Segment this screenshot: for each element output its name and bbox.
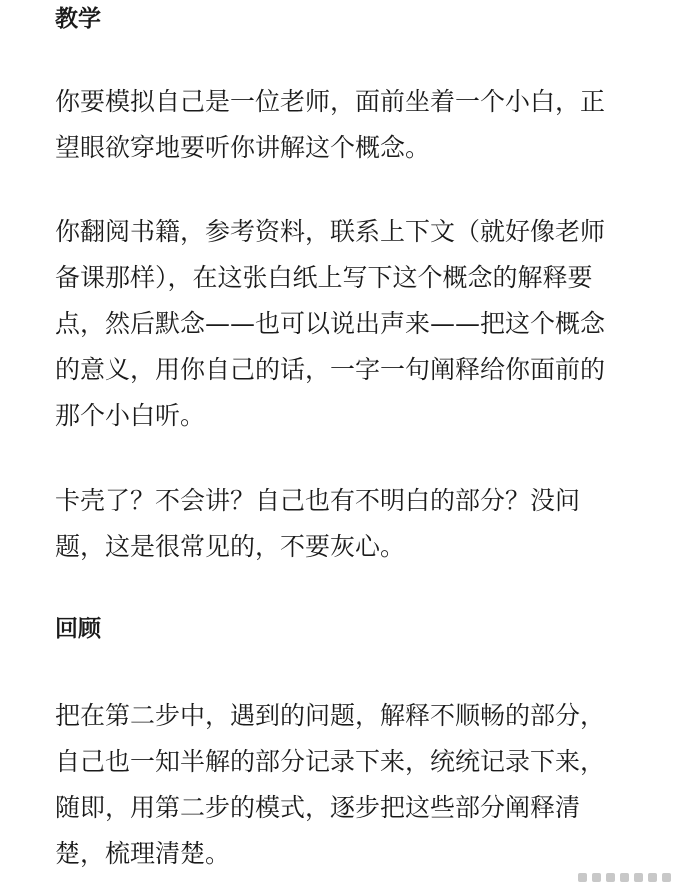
text-line: 望眼欲穿地要听你讲解这个概念。 xyxy=(55,133,431,162)
text-line: 你翻阅书籍，参考资料，联系上下文（就好像老师 xyxy=(55,217,606,246)
text-line: 把在第二步中，遇到的问题，解释不顺畅的部分， xyxy=(55,701,606,730)
review-paragraph-1 xyxy=(55,693,655,877)
text-line: 那个小白听。 xyxy=(55,401,206,430)
text-line: 卡壳了？不会讲？自己也有不明白的部分？没问 xyxy=(55,486,581,515)
text-line: 你要模拟自己是一位老师，面前坐着一个小白，正 xyxy=(55,87,606,116)
teaching-paragraph-1 xyxy=(55,79,655,171)
text-line: 的意义，用你自己的话，一字一句阐释给你面前的 xyxy=(55,355,606,384)
section-title-teaching: 教学 xyxy=(55,6,101,32)
text-line: 点，然后默念——也可以说出声来——把这个概念 xyxy=(55,309,606,338)
text-line: 备课那样），在这张白纸上写下这个概念的解释要 xyxy=(55,263,593,292)
text-line: 随即，用第二步的模式，逐步把这些部分阐释清 xyxy=(55,793,581,822)
text-line: 自己也一知半解的部分记录下来，统统记录下来， xyxy=(55,747,606,776)
text-line: 楚，梳理清楚。 xyxy=(55,839,231,868)
section-title-review: 回顾 xyxy=(55,616,101,642)
teaching-paragraph-2 xyxy=(55,209,655,439)
watermark-icon xyxy=(578,870,678,884)
text-line: 题，这是很常见的，不要灰心。 xyxy=(55,532,406,561)
teaching-paragraph-3 xyxy=(55,478,655,570)
